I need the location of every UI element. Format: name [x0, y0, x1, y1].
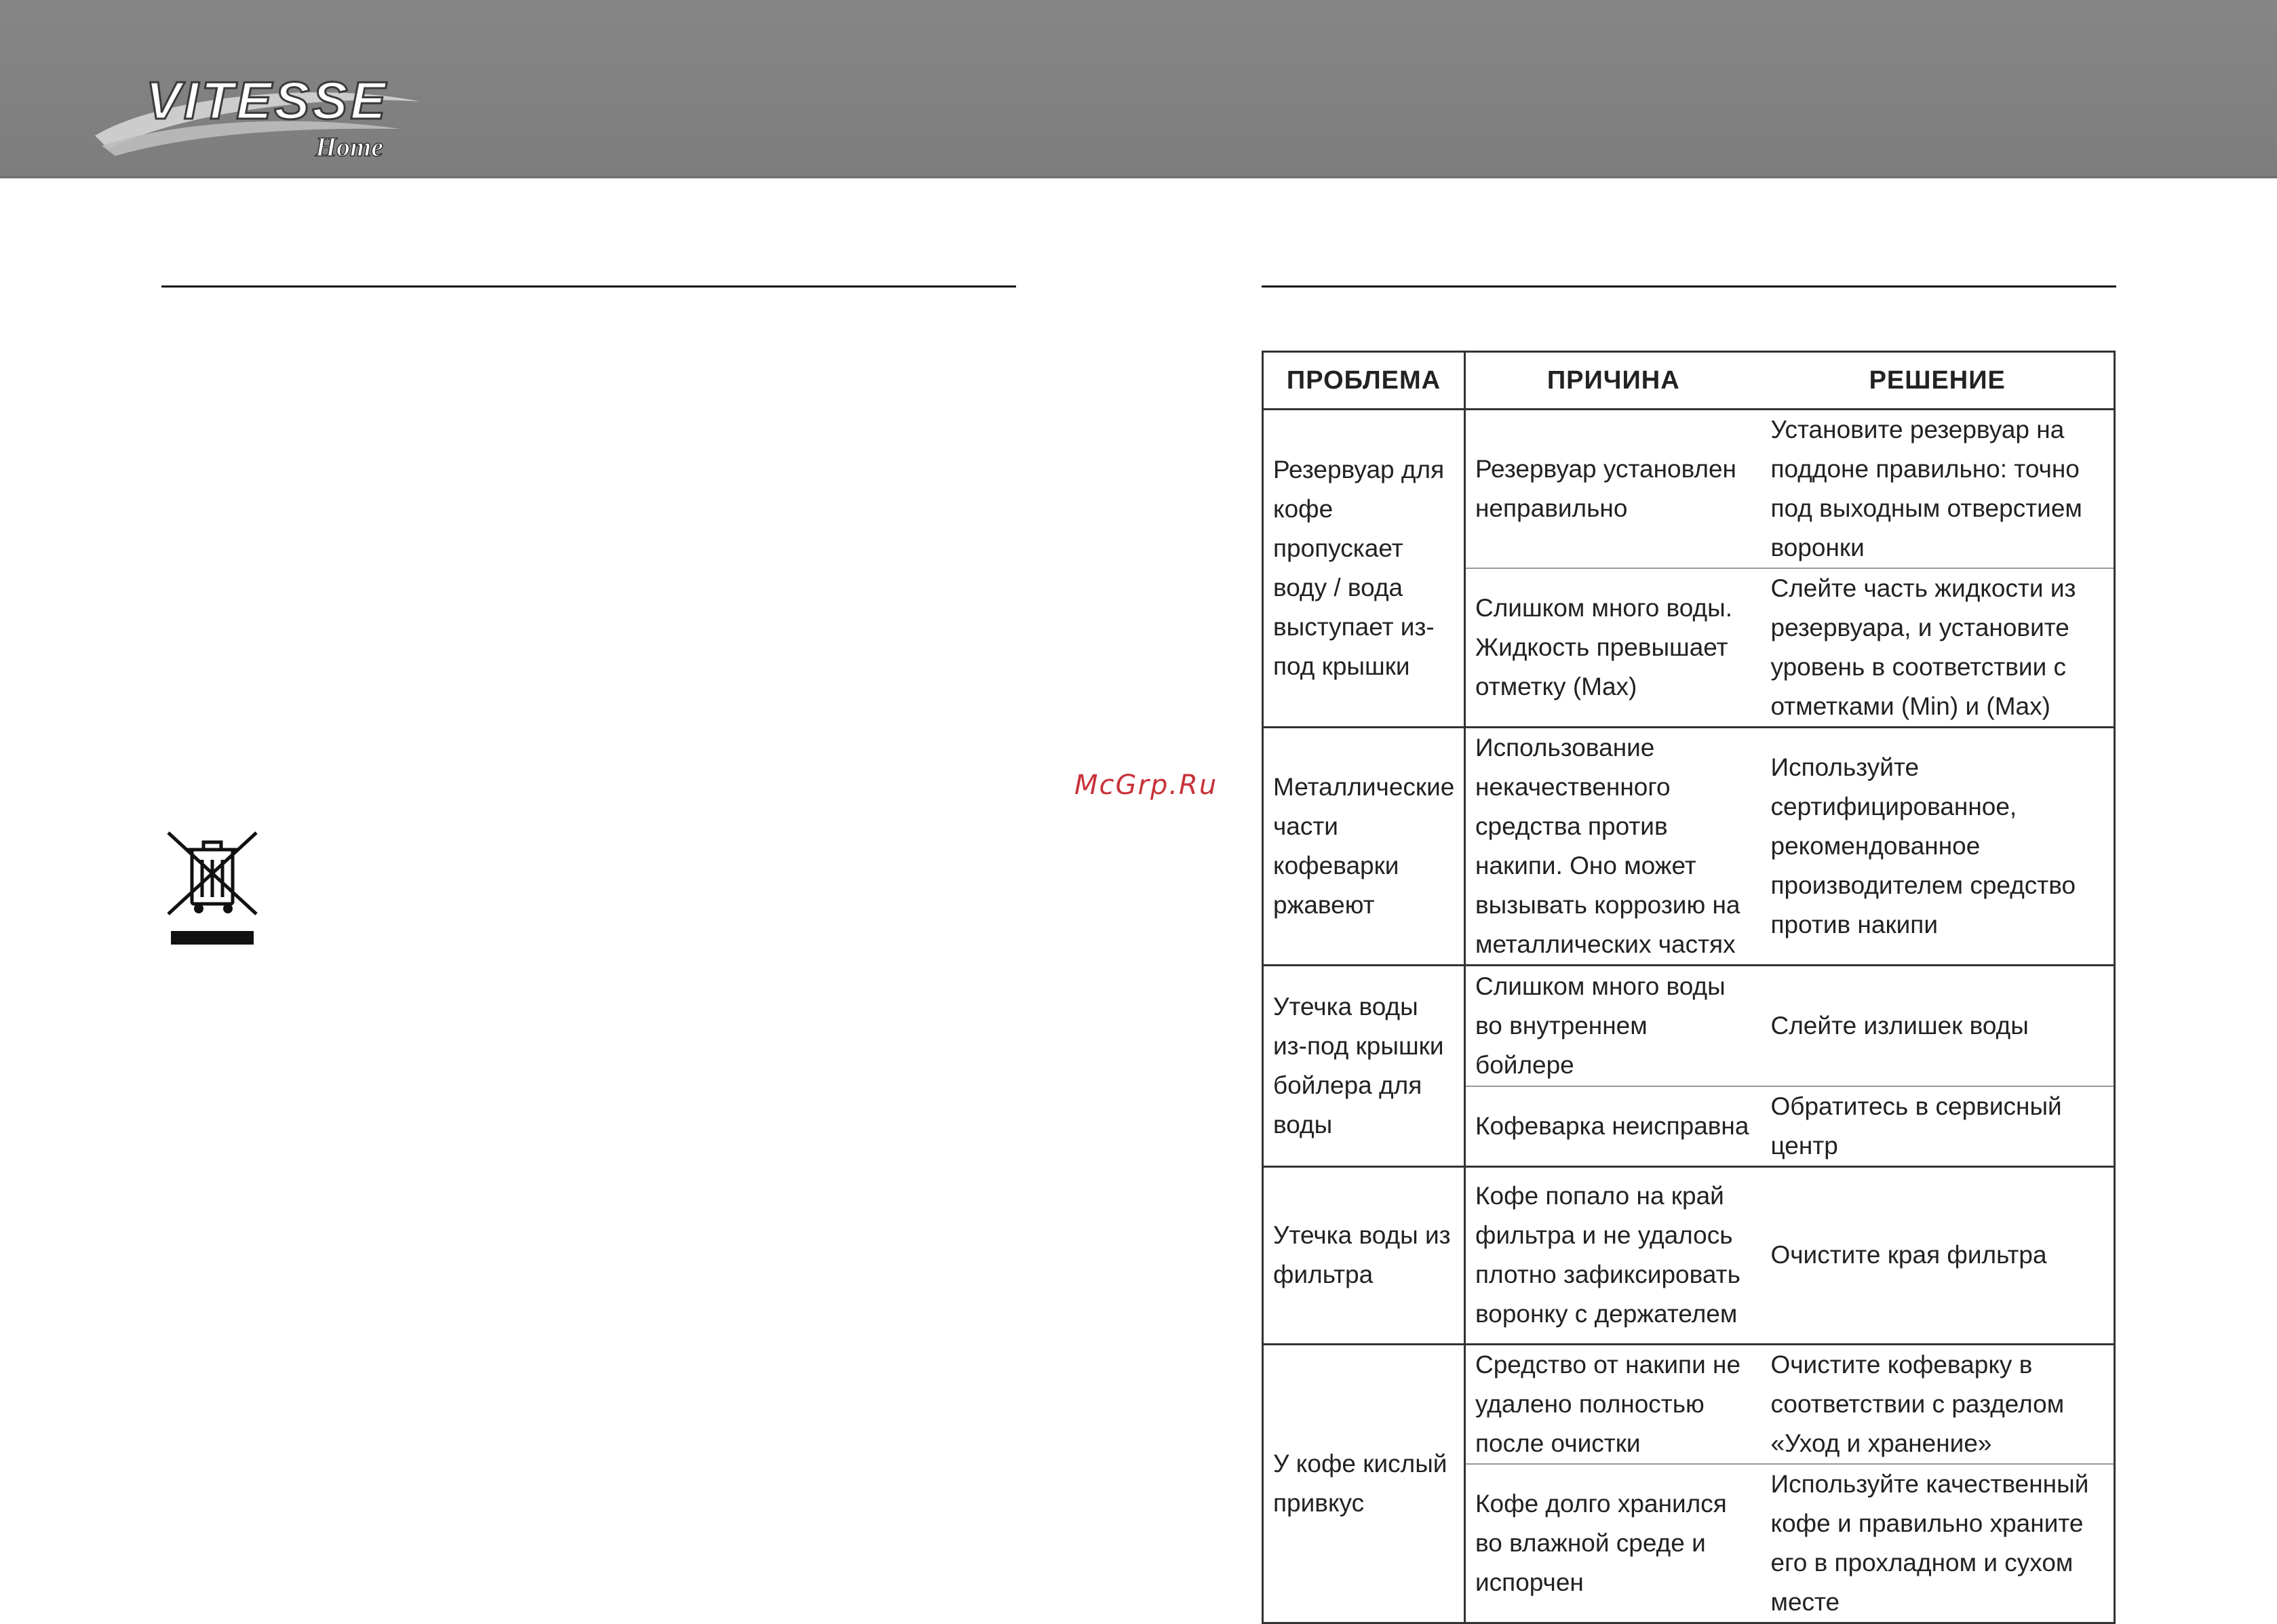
problem-cell: Резервуар для кофе пропускает воду / вода выступает из-под крышки — [1263, 410, 1465, 728]
column-header-cause: ПРИЧИНА — [1465, 352, 1762, 410]
left-section-rule — [161, 285, 1016, 288]
table-header-row — [1263, 352, 2115, 410]
problem-cell: Утечка воды из-под крышки бойлера для воды — [1263, 966, 1465, 1167]
solution-cell: Установите резервуар на поддоне правильно: точно под выходным отверстием воронки — [1762, 410, 2115, 569]
table-row — [1263, 1344, 2115, 1464]
table-row — [1263, 410, 2115, 569]
cause-cell: Использование некачественного средства против накипи. Оно может вызывать коррозию на металлических частях — [1465, 728, 1762, 966]
cause-cell: Кофеварка неисправна — [1465, 1086, 1762, 1167]
watermark: McGrp.Ru — [1074, 770, 1218, 801]
cause-cell: Слишком много воды во внутреннем бойлере — [1465, 966, 1762, 1086]
solution-cell: Используйте сертифицированное, рекомендованное производителем средство против накипи — [1762, 728, 2115, 966]
solution-cell: Очистите края фильтра — [1762, 1166, 2115, 1344]
solution-cell: Используйте качественный кофе и правильно храните его в прохладном и сухом месте — [1762, 1464, 2115, 1623]
right-section-rule — [1262, 285, 2116, 288]
logo-wordmark: VITESSE — [146, 71, 389, 130]
table-row — [1263, 728, 2115, 966]
solution-cell: Очистите кофеварку в соответствии с разделом «Уход и хранение» — [1762, 1344, 2115, 1464]
troubleshooting-table — [1262, 351, 2116, 1624]
column-header-solution: РЕШЕНИЕ — [1762, 352, 2115, 410]
cause-cell: Кофе долго хранился во влажной среде и испорчен — [1465, 1464, 1762, 1623]
crossed-out-wheeled-bin-icon — [161, 826, 263, 948]
solution-cell: Слейте часть жидкости из резервуара, и установите уровень в соответствии с отметками (Min) и (Max) — [1762, 568, 2115, 728]
header-band — [0, 0, 2277, 178]
problem-cell: У кофе кислый привкус — [1263, 1344, 1465, 1623]
solution-cell: Слейте излишек воды — [1762, 966, 2115, 1086]
logo-subtext: Home — [315, 132, 383, 162]
table-row — [1263, 966, 2115, 1086]
solution-cell: Обратитесь в сервисный центр — [1762, 1086, 2115, 1167]
cause-cell: Средство от накипи не удалено полностью после очистки — [1465, 1344, 1762, 1464]
cause-cell: Кофе попало на край фильтра и не удалось плотно зафиксировать воронку с держателем — [1465, 1166, 1762, 1344]
cause-cell: Резервуар установлен неправильно — [1465, 410, 1762, 569]
table-row — [1263, 1166, 2115, 1344]
problem-cell: Утечка воды из фильтра — [1263, 1166, 1465, 1344]
vitesse-logo — [81, 54, 448, 170]
problem-cell: Металлические части кофеварки ржавеют — [1263, 728, 1465, 966]
column-header-problem: ПРОБЛЕМА — [1263, 352, 1465, 410]
cause-cell: Слишком много воды. Жидкость превышает отметку (Max) — [1465, 568, 1762, 728]
